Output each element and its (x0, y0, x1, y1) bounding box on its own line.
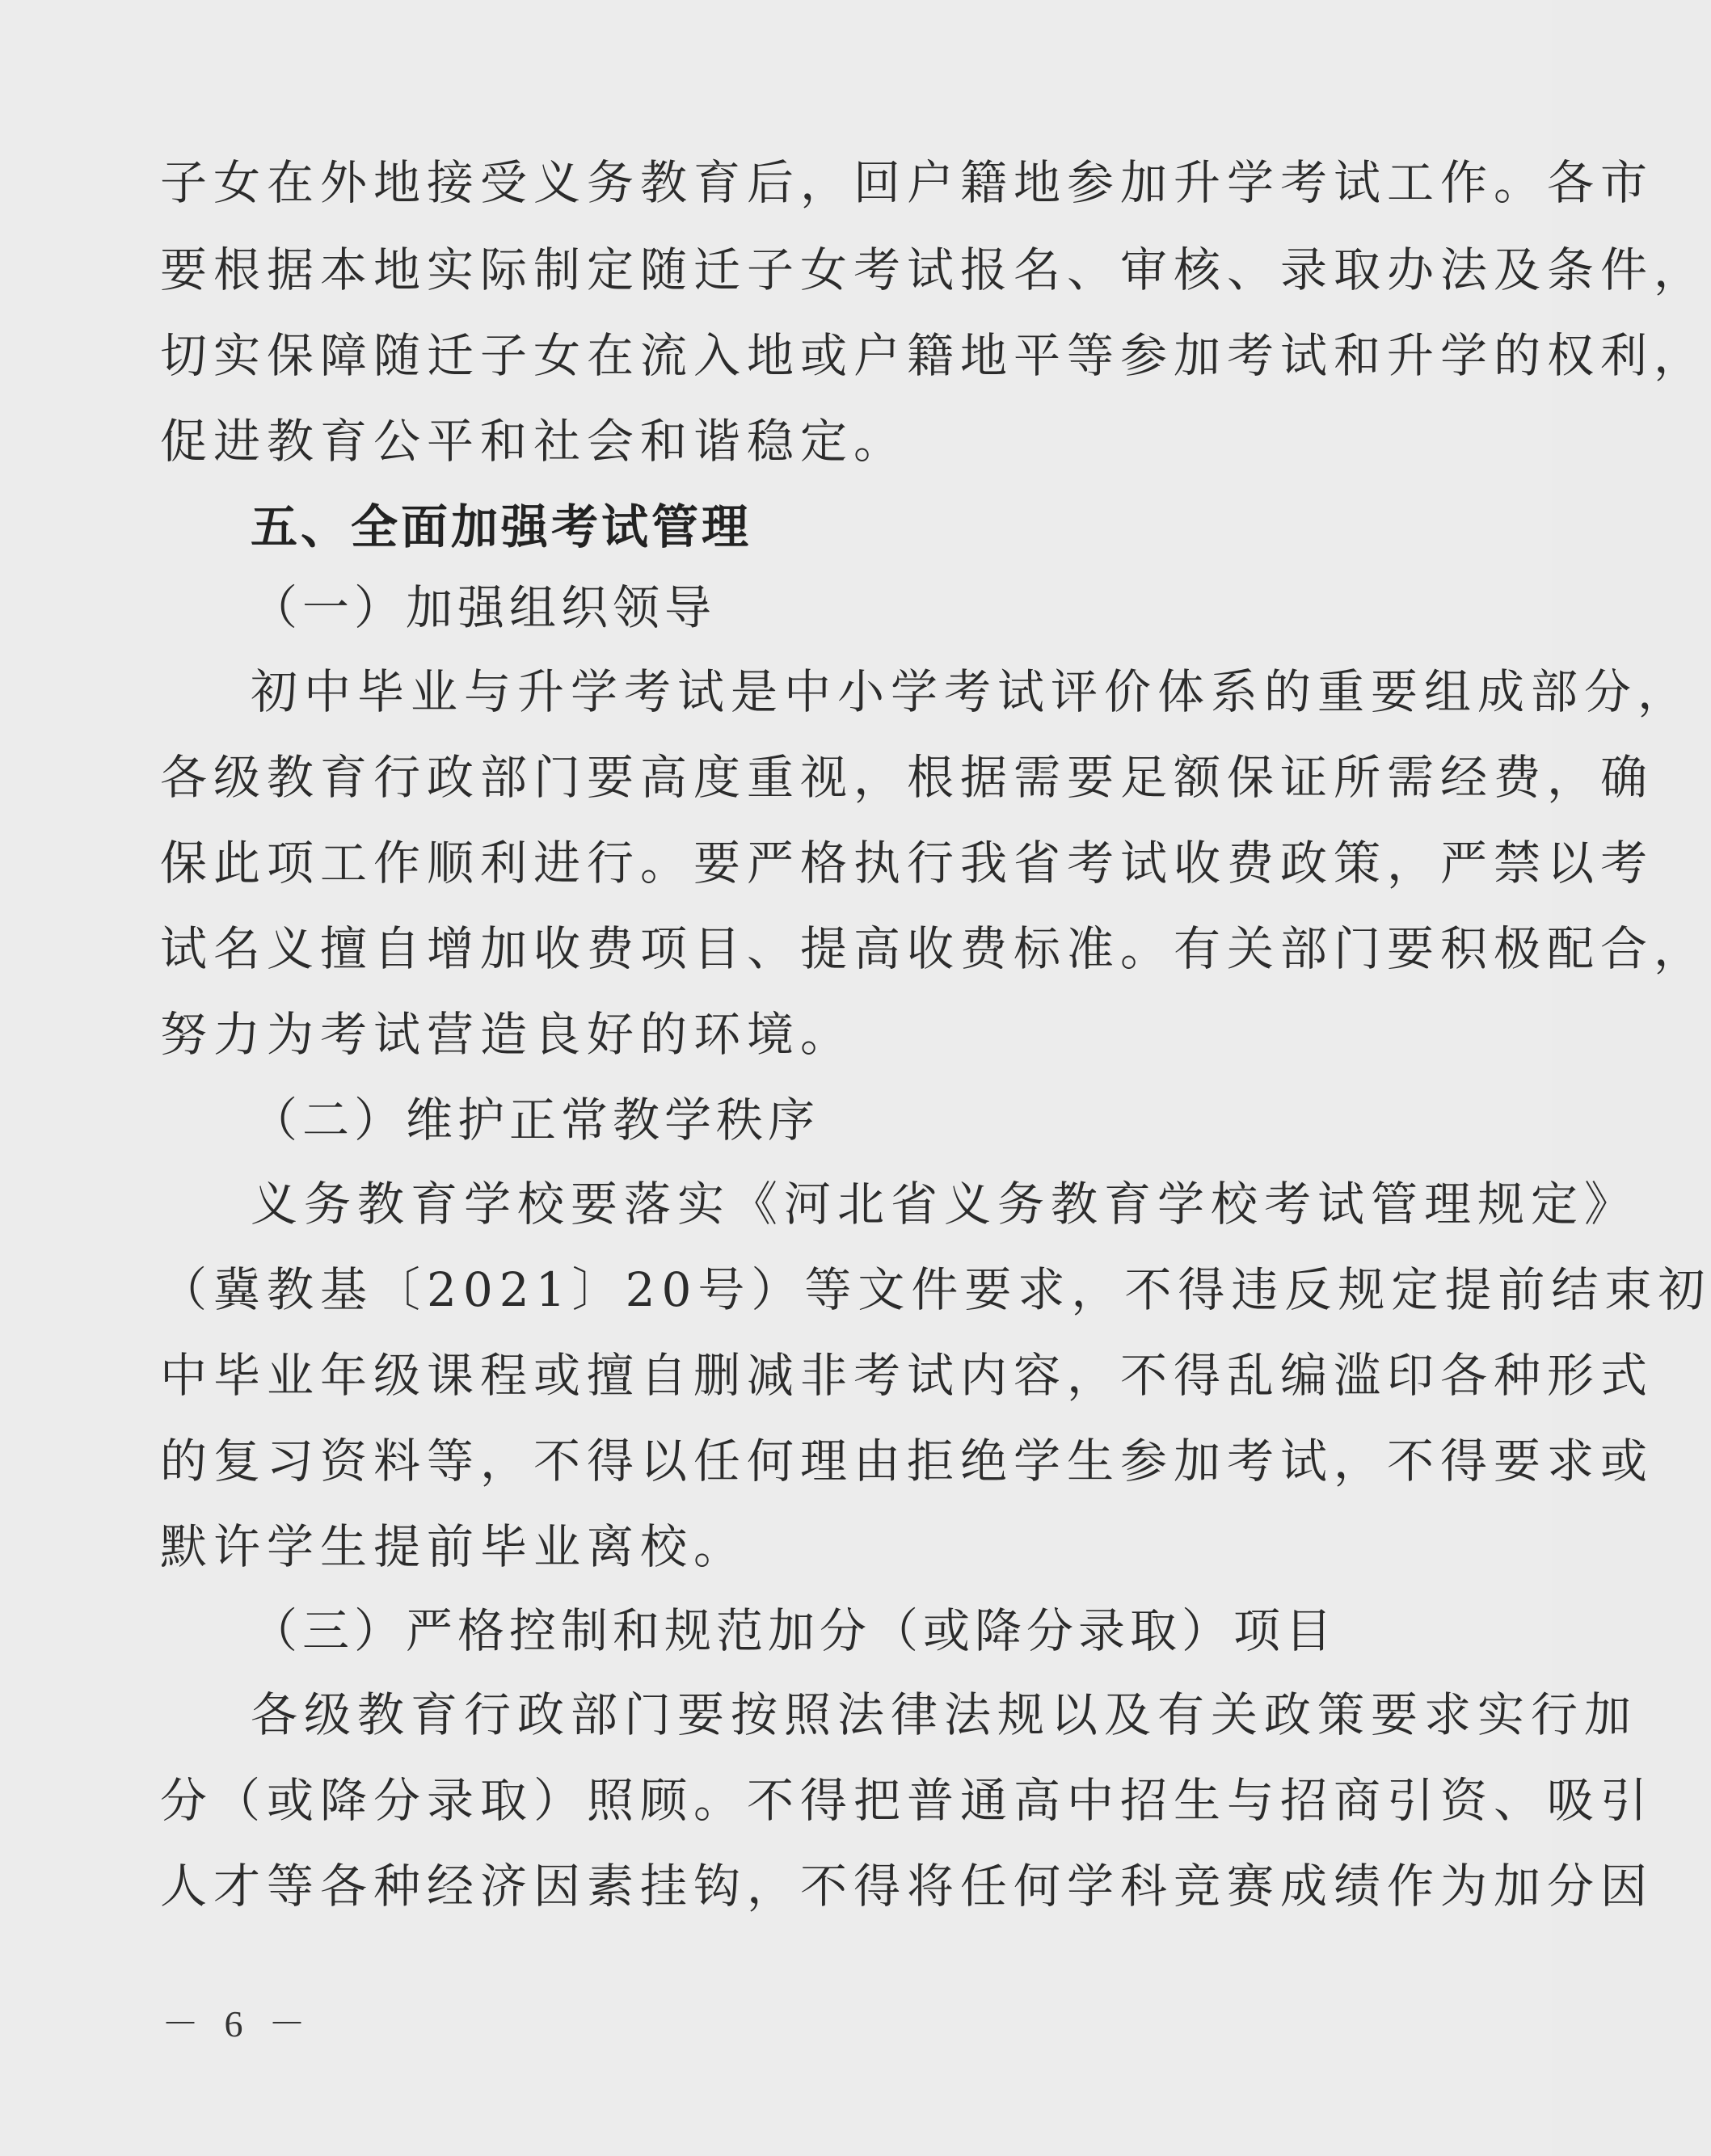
paragraph-line: 中毕业年级课程或擅自删减非考试内容，不得乱编滥印各种形式 (160, 1348, 1654, 1403)
paragraph-line: 试名义擅自增加收费项目、提高收费标准。有关部门要积极配合， (160, 921, 1708, 976)
subsection-heading: （二）维护正常教学秩序 (251, 1093, 820, 1147)
paragraph-line: 分（或降分录取）照顾。不得把普通高中招生与招商引资、吸引 (160, 1773, 1654, 1828)
subsection-heading: （三）严格控制和规范加分（或降分录取）项目 (251, 1603, 1338, 1658)
paragraph-line: 保此项工作顺利进行。要严格执行我省考试收费政策，严禁以考 (160, 836, 1654, 891)
paragraph-line: （冀教基〔2021〕20号）等文件要求，不得违反规定提前结束初 (160, 1262, 1711, 1317)
paragraph-line: 初中毕业与升学考试是中小学考试评价体系的重要组成部分， (251, 664, 1692, 719)
paragraph-line: 切实保障随迁子女在流入地或户籍地平等参加考试和升学的权利， (160, 328, 1708, 383)
paragraph-line: 人才等各种经济因素挂钩，不得将任何学科竞赛成绩作为加分因 (160, 1859, 1654, 1914)
paragraph-line: 促进教育公平和社会和谐稳定。 (160, 414, 908, 469)
paragraph-line: 要根据本地实际制定随迁子女考试报名、审核、录取办法及条件， (160, 242, 1708, 297)
paragraph-line: 各级教育行政部门要高度重视，根据需要足额保证所需经费，确 (160, 750, 1654, 805)
paragraph-line: 默许学生提前毕业离校。 (160, 1519, 748, 1574)
paragraph-line: 努力为考试营造良好的环境。 (160, 1007, 854, 1062)
page-number: － 6 － (162, 2003, 314, 2044)
subsection-heading: （一）加强组织领导 (251, 580, 717, 635)
paragraph-line: 义务教育学校要落实《河北省义务教育学校考试管理规定》 (251, 1177, 1638, 1232)
paragraph-line: 的复习资料等，不得以任何理由拒绝学生参加考试，不得要求或 (160, 1434, 1654, 1489)
paragraph-line: 子女在外地接受义务教育后，回户籍地参加升学考试工作。各市 (160, 155, 1654, 210)
section-heading: 五、全面加强考试管理 (251, 499, 752, 554)
paragraph-line: 各级教育行政部门要按照法律法规以及有关政策要求实行加 (251, 1687, 1638, 1742)
